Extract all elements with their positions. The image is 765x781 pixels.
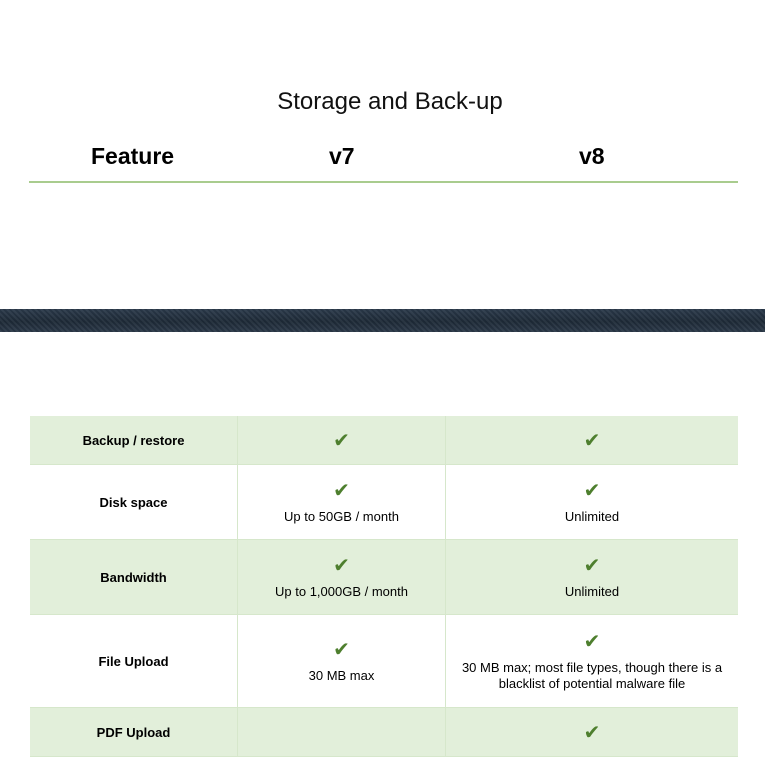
column-header-feature: Feature xyxy=(91,143,175,169)
column-header-v7: v7 xyxy=(329,143,355,169)
v7-note: 30 MB max xyxy=(308,667,375,683)
checkmark-icon: ✔ xyxy=(583,628,601,653)
v8-note: 30 MB max; most file types, though there is a blacklist of potential malware file xyxy=(461,659,723,691)
feature-cell: File Upload xyxy=(98,653,169,669)
feature-cell: PDF Upload xyxy=(96,724,171,740)
column-header-v8: v8 xyxy=(579,143,605,169)
v7-cell xyxy=(237,465,445,539)
table-row xyxy=(30,540,738,615)
v7-cell xyxy=(237,708,445,756)
feature-cell: Backup / restore xyxy=(82,432,185,448)
checkmark-icon: ✔ xyxy=(333,477,350,502)
checkmark-icon: ✔ xyxy=(583,428,601,452)
feature-cell: Disk space xyxy=(99,494,168,510)
checkmark-icon: ✔ xyxy=(583,720,601,744)
v8-cell xyxy=(445,615,738,707)
table-row xyxy=(30,465,738,540)
feature-cell: Bandwidth xyxy=(100,569,167,585)
v8-cell xyxy=(445,540,738,614)
v7-note: Up to 1,000GB / month xyxy=(275,583,408,599)
page-title: Storage and Back-up xyxy=(277,88,503,115)
v7-cell xyxy=(237,615,445,707)
v8-cell xyxy=(445,416,738,464)
v8-cell xyxy=(445,708,738,756)
checkmark-icon: ✔ xyxy=(583,552,601,577)
v8-cell xyxy=(445,465,738,539)
v7-cell xyxy=(237,416,445,464)
checkmark-icon: ✔ xyxy=(583,477,601,502)
table-row xyxy=(30,615,738,708)
checkmark-icon: ✔ xyxy=(333,552,350,577)
table-row xyxy=(30,708,738,757)
table-row xyxy=(30,416,738,465)
decorative-band xyxy=(0,309,765,332)
checkmark-icon: ✔ xyxy=(333,428,350,452)
v8-note: Unlimited xyxy=(564,508,620,524)
v7-cell xyxy=(237,540,445,614)
checkmark-icon: ✔ xyxy=(333,636,350,661)
comparison-table xyxy=(30,416,738,757)
header-divider xyxy=(29,181,738,183)
v7-note: Up to 50GB / month xyxy=(284,508,399,524)
v8-note: Unlimited xyxy=(564,583,620,599)
